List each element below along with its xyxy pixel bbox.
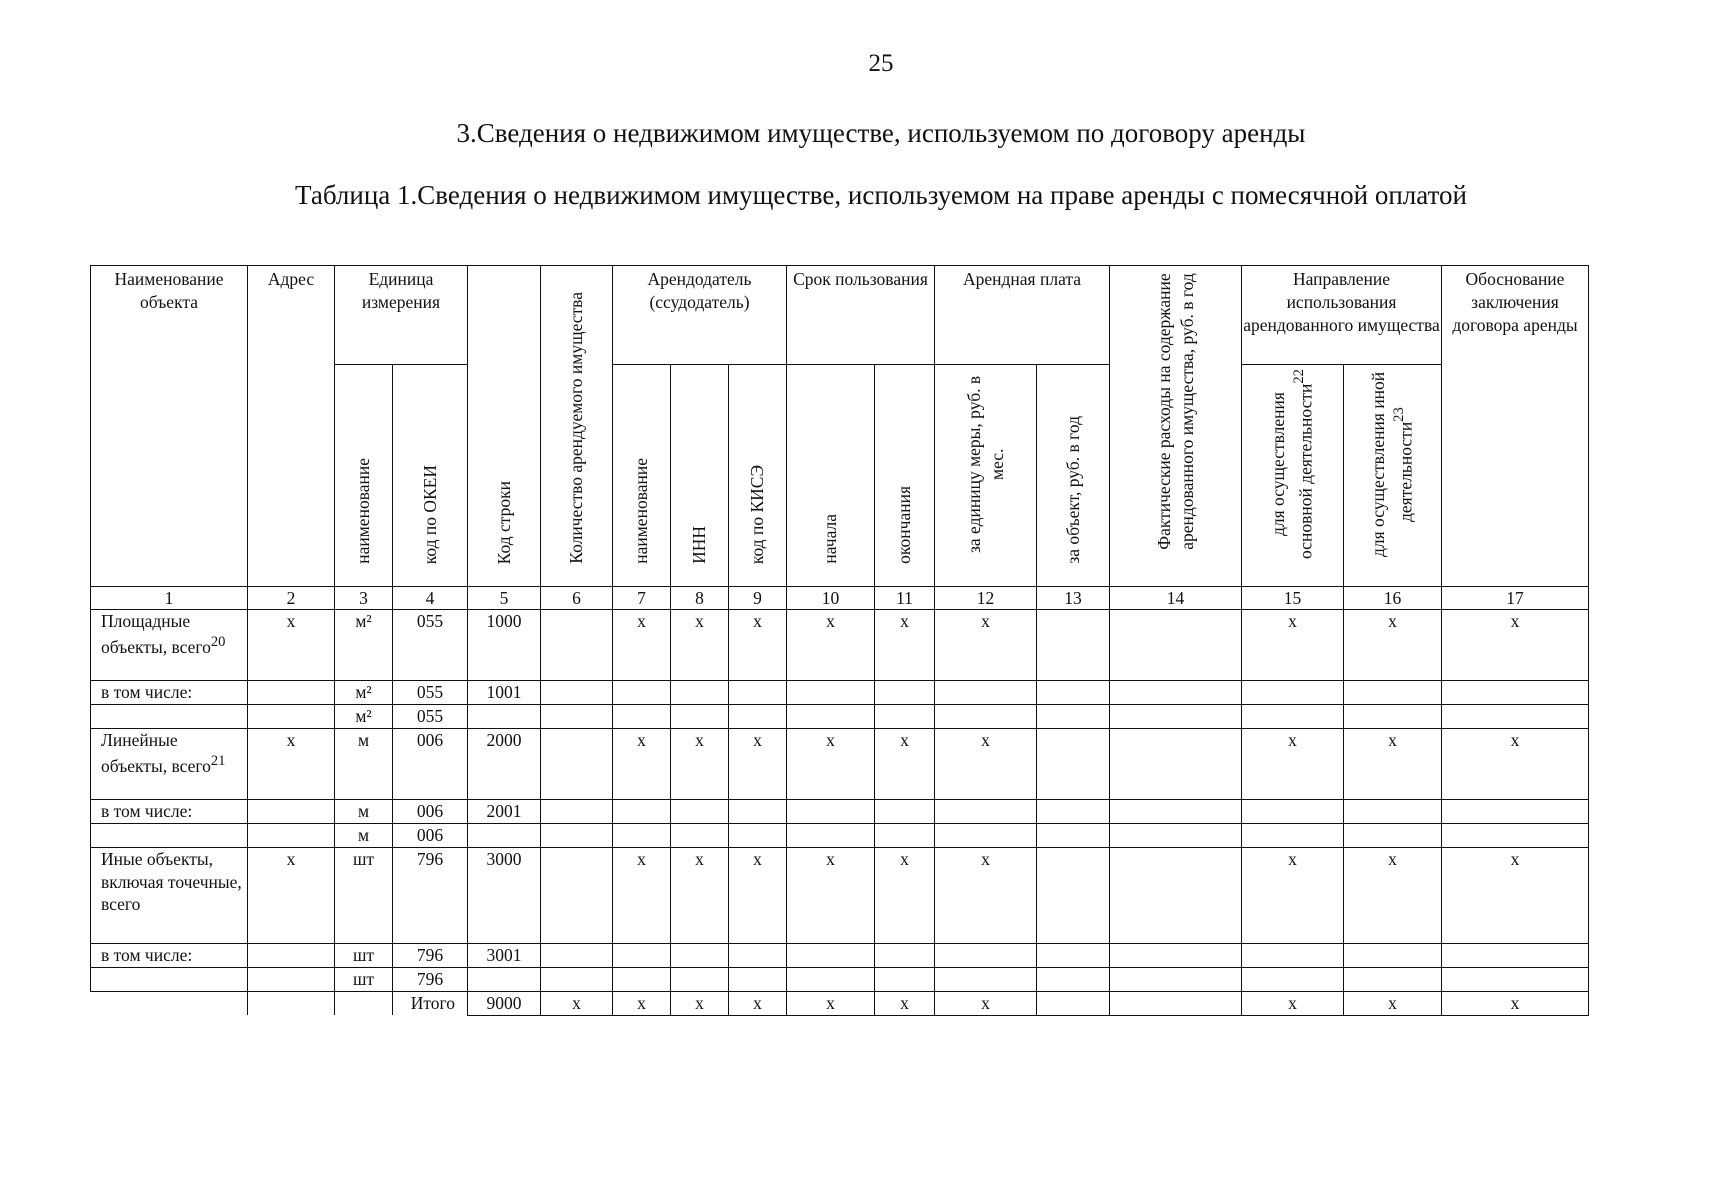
column-number: 7 <box>613 586 671 609</box>
total-cell <box>1110 991 1242 1015</box>
cell <box>935 704 1037 728</box>
total-cell: x <box>787 991 875 1015</box>
column-number: 6 <box>541 586 613 609</box>
cell <box>541 823 613 847</box>
cell <box>787 680 875 704</box>
cell <box>1442 823 1589 847</box>
column-number: 5 <box>468 586 541 609</box>
cell-actual-expenses <box>1110 728 1242 799</box>
cell-address <box>248 823 335 847</box>
cell <box>613 943 671 967</box>
cell-rent-per-object <box>1037 728 1110 799</box>
column-number: 17 <box>1442 586 1589 609</box>
row-name <box>91 823 248 847</box>
row-name: в том числе: <box>91 680 248 704</box>
cell <box>541 967 613 991</box>
header-term-end: окончания <box>875 365 935 587</box>
cell <box>935 967 1037 991</box>
row-name <box>91 704 248 728</box>
row-name: в том числе: <box>91 943 248 967</box>
table-row <box>91 847 1589 943</box>
cell <box>1242 704 1344 728</box>
column-number: 11 <box>875 586 935 609</box>
header-lessor-name: наименование <box>613 365 671 587</box>
cell-okei: 006 <box>393 728 468 799</box>
cell-lessor-inn: x <box>671 728 729 799</box>
cell <box>1110 823 1242 847</box>
header-direction-main: для осуществления основной деятельности$^{22}$ <box>1242 365 1344 587</box>
cell-okei: 055 <box>393 704 468 728</box>
row-name: Площадные объекты, всего$^{20}$ <box>91 609 248 680</box>
cell <box>935 680 1037 704</box>
table-row <box>91 799 1589 823</box>
header-rent: Арендная плата <box>935 266 1110 365</box>
header-justification: Обоснование заключения договора аренды <box>1442 266 1589 587</box>
cell <box>671 704 729 728</box>
table-row <box>91 967 1589 991</box>
cell-unit: шт <box>335 967 393 991</box>
header-rent-per-object: за объект, руб. в год <box>1037 365 1110 587</box>
cell-code: 1001 <box>468 680 541 704</box>
cell <box>787 967 875 991</box>
cell <box>1110 704 1242 728</box>
cell <box>613 704 671 728</box>
cell-address: x <box>248 609 335 680</box>
total-blank <box>248 991 335 1015</box>
cell <box>1242 967 1344 991</box>
cell-unit: м <box>335 728 393 799</box>
row-name: Линейные объекты, всего$^{21}$ <box>91 728 248 799</box>
cell-lessor-name: x <box>613 847 671 943</box>
header-rent-per-unit: за единицу меры, руб. в мес. <box>935 365 1037 587</box>
header-direction: Направление использования арендованного имущества <box>1242 266 1442 365</box>
cell-justification: x <box>1442 728 1589 799</box>
total-blank <box>91 991 248 1015</box>
cell-okei: 006 <box>393 799 468 823</box>
cell <box>875 704 935 728</box>
cell-address <box>248 967 335 991</box>
cell-okei: 796 <box>393 967 468 991</box>
total-code: 9000 <box>468 991 541 1015</box>
header-unit-name: наименование <box>335 365 393 587</box>
cell <box>1442 799 1589 823</box>
cell <box>729 799 787 823</box>
cell-address <box>248 680 335 704</box>
cell-justification: x <box>1442 609 1589 680</box>
cell <box>1110 967 1242 991</box>
cell-rent-per-object <box>1037 847 1110 943</box>
cell <box>787 943 875 967</box>
cell-justification: x <box>1442 847 1589 943</box>
cell-lessor-kise: x <box>729 609 787 680</box>
cell <box>875 680 935 704</box>
cell-lessor-name: x <box>613 609 671 680</box>
cell-okei: 796 <box>393 943 468 967</box>
cell <box>671 943 729 967</box>
cell-unit: м² <box>335 609 393 680</box>
cell-term-start: x <box>787 609 875 680</box>
cell-address <box>248 943 335 967</box>
cell <box>541 704 613 728</box>
cell <box>1442 680 1589 704</box>
cell-lessor-name: x <box>613 728 671 799</box>
cell-okei: 055 <box>393 680 468 704</box>
cell <box>729 967 787 991</box>
cell-okei: 055 <box>393 609 468 680</box>
total-cell: x <box>1242 991 1344 1015</box>
cell-lessor-kise: x <box>729 847 787 943</box>
cell <box>729 823 787 847</box>
cell-unit: м² <box>335 704 393 728</box>
table-title: Таблица 1.Сведения о недвижимом имуществе, используемом на праве аренды с помесячной оплатой <box>295 180 1467 210</box>
cell <box>875 823 935 847</box>
header-unit: Единица измерения <box>335 266 468 365</box>
cell-quantity <box>541 847 613 943</box>
cell-code <box>468 704 541 728</box>
column-number: 13 <box>1037 586 1110 609</box>
total-cell: x <box>541 991 613 1015</box>
cell <box>787 823 875 847</box>
header-lessor: Арендодатель (ссудодатель) <box>613 266 787 365</box>
cell <box>729 680 787 704</box>
cell <box>1037 799 1110 823</box>
cell <box>671 967 729 991</box>
cell <box>1037 967 1110 991</box>
cell-actual-expenses <box>1110 609 1242 680</box>
header-term-start: начала <box>787 365 875 587</box>
cell-unit: м <box>335 799 393 823</box>
column-numbers-row <box>91 586 1589 609</box>
cell <box>787 799 875 823</box>
cell-direction-main: x <box>1242 847 1344 943</box>
cell <box>613 823 671 847</box>
column-number: 3 <box>335 586 393 609</box>
total-cell: x <box>1442 991 1589 1015</box>
header-object-name: Наименование объекта <box>91 266 248 587</box>
header-line-code: Код строки <box>468 266 541 587</box>
cell-direction-other: x <box>1344 847 1442 943</box>
cell <box>1242 799 1344 823</box>
cell <box>1037 680 1110 704</box>
cell <box>1344 943 1442 967</box>
cell-lessor-inn: x <box>671 847 729 943</box>
cell-code: 2001 <box>468 799 541 823</box>
row-name <box>91 967 248 991</box>
total-cell: x <box>875 991 935 1015</box>
cell-code <box>468 823 541 847</box>
cell <box>1110 799 1242 823</box>
cell-unit: м² <box>335 680 393 704</box>
cell <box>1442 943 1589 967</box>
cell-direction-other: x <box>1344 609 1442 680</box>
cell-term-start: x <box>787 728 875 799</box>
total-cell: x <box>671 991 729 1015</box>
cell-code: 2000 <box>468 728 541 799</box>
cell-rent-per-unit: x <box>935 609 1037 680</box>
section-title: 3.Сведения о недвижимом имуществе, используемом по договору аренды <box>456 118 1306 148</box>
cell-term-start: x <box>787 847 875 943</box>
cell <box>671 680 729 704</box>
cell <box>1442 704 1589 728</box>
cell-address: x <box>248 728 335 799</box>
cell-rent-per-unit: x <box>935 847 1037 943</box>
page-number: 25 <box>868 50 894 77</box>
total-cell: x <box>613 991 671 1015</box>
cell-term-end: x <box>875 847 935 943</box>
cell <box>613 680 671 704</box>
cell <box>935 799 1037 823</box>
cell <box>787 704 875 728</box>
cell-direction-main: x <box>1242 728 1344 799</box>
header-term: Срок пользования <box>787 266 935 365</box>
cell <box>875 799 935 823</box>
cell <box>935 823 1037 847</box>
total-cell: x <box>935 991 1037 1015</box>
cell <box>1110 943 1242 967</box>
table-row <box>91 609 1589 680</box>
cell-rent-per-unit: x <box>935 728 1037 799</box>
cell-okei: 006 <box>393 823 468 847</box>
cell-actual-expenses <box>1110 847 1242 943</box>
total-cell: x <box>1344 991 1442 1015</box>
cell <box>541 943 613 967</box>
cell <box>1344 704 1442 728</box>
column-number: 9 <box>729 586 787 609</box>
cell <box>1344 799 1442 823</box>
column-number: 1 <box>91 586 248 609</box>
cell <box>1110 680 1242 704</box>
table-row <box>91 943 1589 967</box>
cell-rent-per-object <box>1037 609 1110 680</box>
cell <box>1037 823 1110 847</box>
column-number: 16 <box>1344 586 1442 609</box>
cell <box>1242 943 1344 967</box>
cell-address <box>248 799 335 823</box>
table-row <box>91 823 1589 847</box>
column-number: 12 <box>935 586 1037 609</box>
header-actual-expenses: Фактические расходы на содержание арендованного имущества, руб. в год <box>1110 266 1242 587</box>
cell <box>671 823 729 847</box>
header-lessor-kise: код по КИСЭ <box>729 365 787 587</box>
cell <box>1442 967 1589 991</box>
cell <box>729 704 787 728</box>
cell-direction-main: x <box>1242 609 1344 680</box>
cell <box>541 680 613 704</box>
header-quantity: Количество арендуемого имущества <box>541 266 613 587</box>
cell-lessor-kise: x <box>729 728 787 799</box>
cell <box>729 943 787 967</box>
row-name: Иные объекты, включая точечные, всего <box>91 847 248 943</box>
cell <box>613 967 671 991</box>
cell-address: x <box>248 847 335 943</box>
column-number: 15 <box>1242 586 1344 609</box>
total-blank <box>335 991 393 1015</box>
column-number: 2 <box>248 586 335 609</box>
header-direction-other: для осуществления иной деятельности$^{23}$ <box>1344 365 1442 587</box>
cell <box>1242 823 1344 847</box>
column-number: 14 <box>1110 586 1242 609</box>
cell-code: 3001 <box>468 943 541 967</box>
cell <box>1242 680 1344 704</box>
cell-unit: м <box>335 823 393 847</box>
cell-quantity <box>541 609 613 680</box>
cell <box>541 799 613 823</box>
header-unit-okei: код по ОКЕИ <box>393 365 468 587</box>
cell-code: 3000 <box>468 847 541 943</box>
cell-quantity <box>541 728 613 799</box>
total-label: Итого <box>393 991 468 1015</box>
cell-direction-other: x <box>1344 728 1442 799</box>
cell <box>875 943 935 967</box>
cell-term-end: x <box>875 609 935 680</box>
cell-unit: шт <box>335 943 393 967</box>
total-cell <box>1037 991 1110 1015</box>
header-row-group <box>91 266 1589 365</box>
row-name: в том числе: <box>91 799 248 823</box>
cell <box>875 967 935 991</box>
cell <box>1344 823 1442 847</box>
cell-okei: 796 <box>393 847 468 943</box>
cell <box>935 943 1037 967</box>
cell <box>1037 943 1110 967</box>
total-cell: x <box>729 991 787 1015</box>
cell <box>613 799 671 823</box>
header-lessor-inn: ИНН <box>671 365 729 587</box>
cell <box>671 799 729 823</box>
total-row <box>91 991 1589 1015</box>
cell-code: 1000 <box>468 609 541 680</box>
column-number: 4 <box>393 586 468 609</box>
cell-unit: шт <box>335 847 393 943</box>
table-row <box>91 680 1589 704</box>
cell <box>1344 967 1442 991</box>
table-row <box>91 728 1589 799</box>
cell <box>1344 680 1442 704</box>
cell-address <box>248 704 335 728</box>
cell-code <box>468 967 541 991</box>
column-number: 10 <box>787 586 875 609</box>
cell-term-end: x <box>875 728 935 799</box>
lease-table <box>90 265 1589 1016</box>
cell-lessor-inn: x <box>671 609 729 680</box>
table-row <box>91 704 1589 728</box>
header-address: Адрес <box>248 266 335 587</box>
cell <box>1037 704 1110 728</box>
column-number: 8 <box>671 586 729 609</box>
